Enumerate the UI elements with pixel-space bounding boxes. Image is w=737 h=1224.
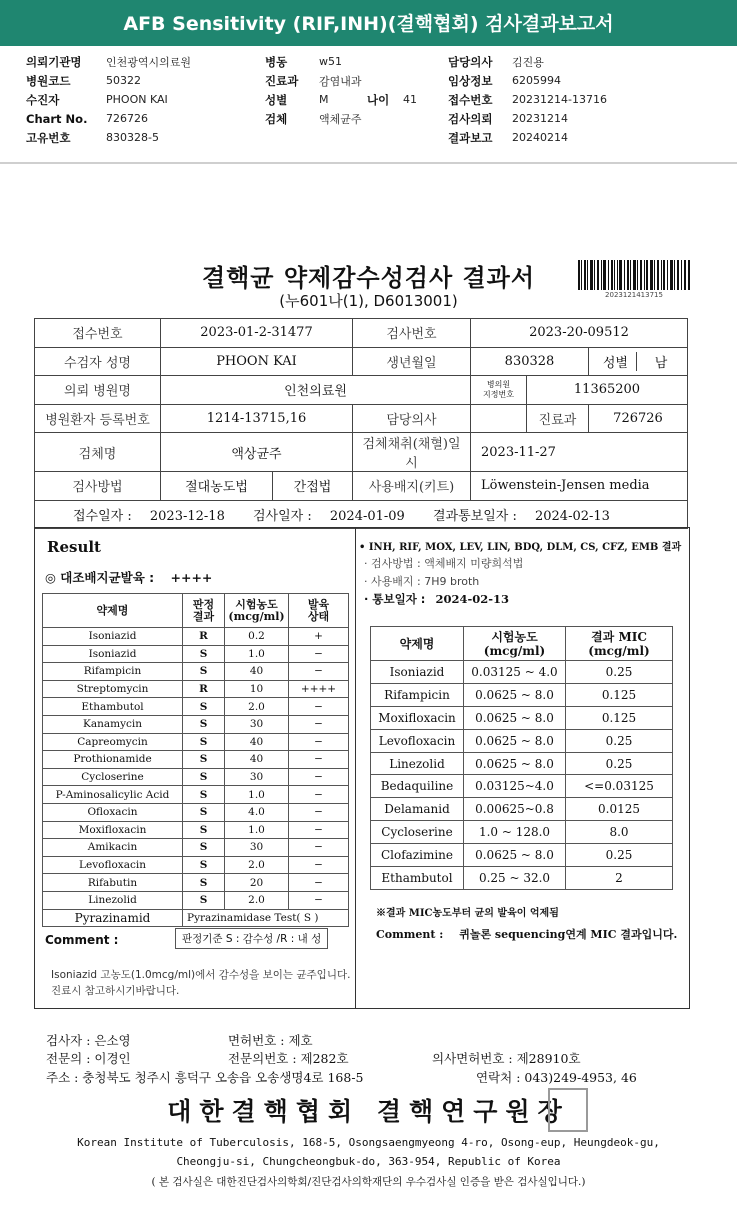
table-row (371, 752, 673, 775)
specimen-value: 액상균주 (161, 433, 353, 472)
mic-drug-cell: Clofazimine (371, 844, 464, 867)
table-row (43, 680, 349, 698)
patient-label: 수검자 성명 (35, 347, 161, 376)
table-header-row (43, 594, 349, 628)
growth-cell: − (289, 698, 349, 716)
doctor-label: 담당의사 (353, 404, 471, 433)
reg-label: 병원환자 등록번호 (35, 404, 161, 433)
field-label: 진료과 (265, 73, 299, 88)
table-row (43, 715, 349, 733)
field-label: 수진자 (26, 92, 60, 107)
result-section (34, 527, 356, 1009)
concentration-cell: 30 (225, 839, 289, 857)
field-value: 6205994 (512, 74, 561, 87)
control-growth-label: ◎ 대조배지균발육 : (45, 570, 155, 585)
drug-name-cell: Rifabutin (43, 874, 183, 892)
field-value: 김진용 (512, 55, 544, 69)
method-value-2: 간접법 (273, 472, 353, 501)
table-header-row (371, 627, 673, 661)
test-date-label: 검사일자 : (252, 508, 312, 524)
judge-cell: S (183, 874, 225, 892)
dept-label: 진료과 (527, 404, 589, 433)
table-row (35, 433, 688, 472)
header-column-1 (26, 52, 191, 147)
mic-footnote: ※결과 MIC농도부터 균의 발육이 억제됨 (376, 908, 559, 919)
table-row (43, 786, 349, 804)
document-code: (누601나(1), D6013001) (279, 292, 458, 310)
concentration-cell: 1.0 (225, 821, 289, 839)
mic-value-cell: <=0.03125 (566, 775, 673, 798)
growth-cell: − (289, 733, 349, 751)
susceptibility-rows (43, 628, 349, 910)
hospital-label: 의뢰 병원명 (35, 376, 161, 405)
mic-drug-list: • INH, RIF, MOX, LEV, LIN, BDQ, DLM, CS, CFZ, EMB 결과 (359, 542, 682, 553)
mic-range-header (464, 627, 566, 661)
mic-drug-cell: Moxifloxacin (371, 706, 464, 729)
english-address-2: Cheongju-si, Chungcheongbuk-do, 363-954, Republic of Korea (176, 1155, 561, 1168)
mic-range-header-line1: 시험농도 (491, 629, 538, 644)
growth-cell: − (289, 768, 349, 786)
mic-value-cell: 0.25 (566, 661, 673, 684)
field-label: 접수번호 (448, 92, 493, 107)
mic-medium: · 사용배지 : 7H9 broth (364, 575, 480, 588)
sex-value: 남 (654, 355, 668, 371)
concentration-cell: 10 (225, 680, 289, 698)
growth-cell: + (289, 628, 349, 646)
table-row (371, 798, 673, 821)
mic-range-cell: 0.0625 ~ 8.0 (464, 683, 566, 706)
conc-header-line2: (mcg/ml) (228, 609, 285, 623)
mic-result-header-line1: 결과 MIC (591, 629, 647, 644)
hospital-code-value: 11365200 (527, 376, 688, 405)
table-row (43, 909, 349, 927)
judge-cell: S (183, 715, 225, 733)
contact: 연락처 : 043)249-4953, 46 (476, 1070, 637, 1085)
table-row (43, 751, 349, 769)
table-row (43, 628, 349, 646)
mic-range-cell: 1.0 ~ 128.0 (464, 821, 566, 844)
mic-value-cell: 0.25 (566, 752, 673, 775)
examiner-license: 면허번호 : 제호 (228, 1033, 313, 1048)
growth-header-line2: 상태 (307, 609, 330, 623)
concentration-cell: 2.0 (225, 856, 289, 874)
drug-name-cell: Streptomycin (43, 680, 183, 698)
mic-notify (364, 591, 509, 607)
mic-comment-text: 퀴놀론 sequencing연계 MIC 결과입니다. (459, 928, 678, 941)
table-row (35, 472, 688, 501)
field-label: 병동 (265, 54, 288, 69)
table-row (43, 856, 349, 874)
drug-header: 약제명 (43, 594, 183, 628)
field-label: 담당의사 (448, 54, 493, 69)
growth-cell: − (289, 821, 349, 839)
table-row (43, 874, 349, 892)
sex-cell (589, 347, 688, 376)
concentration-cell: 40 (225, 663, 289, 681)
table-row (35, 404, 688, 433)
mic-value-cell: 0.125 (566, 683, 673, 706)
birth-label: 생년월일 (353, 347, 471, 376)
field-value: PHOON KAI (106, 93, 168, 106)
drug-name-cell: Ofloxacin (43, 803, 183, 821)
field-value: 20231214 (512, 112, 568, 125)
mic-drug-cell: Delamanid (371, 798, 464, 821)
doctor-license: 의사면허번호 : 제28910호 (432, 1051, 581, 1066)
mic-drug-cell: Cycloserine (371, 821, 464, 844)
hospital-value: 인천의료원 (161, 376, 471, 405)
growth-cell: − (289, 856, 349, 874)
table-row (371, 706, 673, 729)
barcode-icon (578, 260, 690, 290)
conc-header-line1: 시험농도 (235, 597, 278, 611)
field-label: 고유번호 (26, 130, 71, 145)
growth-cell: − (289, 839, 349, 857)
patient-value: PHOON KAI (161, 347, 353, 376)
growth-cell: − (289, 891, 349, 909)
judge-cell: S (183, 645, 225, 663)
result-heading: Result (47, 538, 101, 556)
document-title: 결핵균 약제감수성검사 결과서 (201, 263, 536, 292)
concentration-cell: 20 (225, 874, 289, 892)
specialist-license: 전문의번호 : 제282호 (228, 1051, 349, 1066)
mic-value-cell: 0.25 (566, 844, 673, 867)
header-info (0, 46, 737, 164)
drug-name-cell: Ethambutol (43, 698, 183, 716)
judge-cell: S (183, 698, 225, 716)
mic-result-header (566, 627, 673, 661)
mic-range-cell: 0.0625 ~ 8.0 (464, 752, 566, 775)
judge-cell: S (183, 663, 225, 681)
judge-cell: S (183, 768, 225, 786)
mic-range-cell: 0.00625~0.8 (464, 798, 566, 821)
table-row (43, 733, 349, 751)
age-label: 나이 (367, 92, 390, 107)
dept-value: 726726 (589, 404, 688, 433)
examiner: 검사자 : 은소영 (46, 1033, 131, 1048)
drug-name-cell: Cycloserine (43, 768, 183, 786)
medium-label: 사용배지(키트) (353, 472, 471, 501)
control-growth (45, 568, 212, 586)
header-column-2 (265, 52, 417, 128)
mic-value-cell: 0.0125 (566, 798, 673, 821)
concentration-cell: 0.2 (225, 628, 289, 646)
growth-cell: − (289, 874, 349, 892)
table-row (371, 821, 673, 844)
specialist: 전문의 : 이경인 (46, 1051, 131, 1066)
field-value: 50322 (106, 74, 141, 87)
collect-value: 2023-11-27 (471, 433, 688, 472)
concentration-cell: 2.0 (225, 891, 289, 909)
pza-result: Pyrazinamidase Test( S ) (183, 909, 349, 927)
mic-range-cell: 0.03125~4.0 (464, 775, 566, 798)
header-column-3 (448, 52, 607, 147)
method-value-1: 절대농도법 (161, 472, 273, 501)
drug-name-cell: Rifampicin (43, 663, 183, 681)
field-label: 검사의뢰 (448, 111, 493, 126)
pza-drug: Pyrazinamid (43, 909, 183, 927)
field-value: 인천광역시의료원 (106, 55, 192, 69)
english-address-1: Korean Institute of Tuberculosis, 168-5, Osongsaengmyeong 4-ro, Osong-eup, Heungdeok-gu, (77, 1136, 660, 1149)
field-label: 의뢰기관명 (26, 54, 82, 69)
hospital-code-label (471, 376, 527, 405)
barcode-number: 2023121413715 (605, 291, 663, 299)
hospital-code-label-line2: 지정번호 (483, 389, 514, 399)
table-row (371, 867, 673, 890)
judge-cell: S (183, 751, 225, 769)
field-value: M (319, 93, 329, 106)
judge-cell: S (183, 803, 225, 821)
doctor-value (471, 404, 527, 433)
table-row (371, 775, 673, 798)
table-row (43, 645, 349, 663)
mic-drug-cell: Ethambutol (371, 867, 464, 890)
mic-result-header-line2: (mcg/ml) (588, 643, 650, 658)
drug-name-cell: Amikacin (43, 839, 183, 857)
drug-name-cell: Moxifloxacin (43, 821, 183, 839)
judge-header (183, 594, 225, 628)
concentration-cell: 1.0 (225, 645, 289, 663)
field-value: 액체균주 (319, 112, 362, 126)
certification-note: ( 본 검사실은 대한진단검사의학회/진단검사의학재단의 우수검사실 인증을 받은 검사실입니다.) (151, 1176, 586, 1188)
table-row (43, 891, 349, 909)
growth-cell: − (289, 786, 349, 804)
mic-range-cell: 0.03125 ~ 4.0 (464, 661, 566, 684)
mic-drug-cell: Levofloxacin (371, 729, 464, 752)
concentration-cell: 30 (225, 715, 289, 733)
mic-drug-cell: Linezolid (371, 752, 464, 775)
field-label: Chart No. (26, 111, 88, 126)
table-row (43, 821, 349, 839)
hospital-code-label-line1: 병의원 (486, 379, 511, 389)
patient-info-table (34, 318, 688, 529)
growth-cell: − (289, 715, 349, 733)
specimen-label: 검체명 (35, 433, 161, 472)
concentration-cell: 40 (225, 733, 289, 751)
sex-label: 성별 (595, 352, 637, 371)
control-growth-value: ++++ (170, 570, 213, 585)
concentration-cell: 4.0 (225, 803, 289, 821)
result-note: Isoniazid 고농도(1.0mcg/ml)에서 감수성을 보이는 균주입니다. 진료시 참고하시기바랍니다. (51, 969, 351, 997)
table-row (35, 376, 688, 405)
growth-cell: − (289, 663, 349, 681)
field-value: 감염내과 (319, 74, 362, 88)
table-row (35, 347, 688, 376)
mic-value-cell: 8.0 (566, 821, 673, 844)
table-row (371, 844, 673, 867)
judge-cell: S (183, 839, 225, 857)
test-no-value: 2023-20-09512 (471, 319, 688, 348)
result-comment-label: Comment : (45, 933, 119, 947)
mic-rows (371, 661, 673, 890)
table-row (371, 683, 673, 706)
receipt-date-label: 접수일자 : (73, 508, 132, 524)
receipt-no-label: 접수번호 (35, 319, 161, 348)
field-label: 성별 (265, 92, 288, 107)
mic-notify-label: · 통보일자 : (364, 592, 426, 606)
receipt-no-value: 2023-01-2-31477 (161, 319, 353, 348)
report-title-banner: AFB Sensitivity (RIF,INH)(결핵협회) 검사결과보고서 (0, 0, 737, 46)
judge-cell: S (183, 733, 225, 751)
judge-cell: R (183, 628, 225, 646)
medium-value: Löwenstein-Jensen media (471, 472, 688, 501)
field-value: 20231214-13716 (512, 93, 607, 106)
address: 주소 : 충청북도 청주시 흥덕구 오송읍 오송생명4로 168-5 (46, 1070, 364, 1085)
judge-cell: S (183, 891, 225, 909)
criteria-box: 판정기준 S : 감수성 /R : 내 성 (175, 928, 328, 949)
drug-name-cell: Kanamycin (43, 715, 183, 733)
mic-range-header-line2: (mcg/ml) (483, 643, 546, 658)
mic-comment (376, 926, 677, 942)
mic-drug-header: 약제명 (371, 627, 464, 661)
mic-drug-cell: Bedaquiline (371, 775, 464, 798)
table-row (35, 500, 688, 529)
table-row (43, 803, 349, 821)
field-value: 830328-5 (106, 131, 159, 144)
growth-cell: ++++ (289, 680, 349, 698)
drug-name-cell: Isoniazid (43, 645, 183, 663)
table-row (43, 839, 349, 857)
table-row (43, 663, 349, 681)
judge-header-line1: 판정 (192, 597, 215, 611)
field-value: 726726 (106, 112, 148, 125)
mic-range-cell: 0.0625 ~ 8.0 (464, 729, 566, 752)
table-row (371, 661, 673, 684)
conc-header (225, 594, 289, 628)
method-label: 검사방법 (35, 472, 161, 501)
mic-method: · 검사방법 : 액체배지 미량희석법 (364, 557, 524, 570)
test-no-label: 검사번호 (353, 319, 471, 348)
reg-value: 1214-13715,16 (161, 404, 353, 433)
mic-drug-cell: Isoniazid (371, 661, 464, 684)
dates-row (35, 500, 688, 529)
mic-table (370, 626, 673, 890)
mic-range-cell: 0.0625 ~ 8.0 (464, 844, 566, 867)
institute-name: 대한결핵협회 결핵연구원장 (167, 1097, 570, 1126)
field-label: 임상정보 (448, 73, 493, 88)
concentration-cell: 2.0 (225, 698, 289, 716)
mic-section (356, 527, 690, 1009)
mic-value-cell: 2 (566, 867, 673, 890)
judge-cell: S (183, 821, 225, 839)
mic-drug-cell: Rifampicin (371, 683, 464, 706)
drug-name-cell: Levofloxacin (43, 856, 183, 874)
judge-header-line2: 결과 (192, 609, 215, 623)
mic-comment-label: Comment : (376, 928, 444, 941)
field-value: w51 (319, 55, 342, 68)
susceptibility-table (42, 593, 349, 927)
judge-cell: R (183, 680, 225, 698)
table-row (43, 698, 349, 716)
growth-cell: − (289, 645, 349, 663)
growth-header-line1: 발육 (307, 597, 330, 611)
report-date-label: 결과통보일자 : (432, 508, 517, 524)
mic-notify-date: 2024-02-13 (435, 592, 509, 606)
concentration-cell: 40 (225, 751, 289, 769)
report-date: 2024-02-13 (534, 508, 610, 524)
field-label: 검체 (265, 111, 288, 126)
concentration-cell: 1.0 (225, 786, 289, 804)
mic-value-cell: 0.25 (566, 729, 673, 752)
drug-name-cell: Linezolid (43, 891, 183, 909)
receipt-date: 2023-12-18 (149, 508, 225, 524)
field-label: 결과보고 (448, 130, 493, 145)
drug-name-cell: P-Aminosalicylic Acid (43, 786, 183, 804)
age-value: 41 (403, 93, 417, 106)
table-row (371, 729, 673, 752)
drug-name-cell: Isoniazid (43, 628, 183, 646)
judge-cell: S (183, 786, 225, 804)
mic-range-cell: 0.0625 ~ 8.0 (464, 706, 566, 729)
field-label: 병원코드 (26, 73, 71, 88)
birth-value: 830328 (471, 347, 589, 376)
growth-header (289, 594, 349, 628)
test-date: 2024-01-09 (329, 508, 405, 524)
collect-label: 검체채취(채혈)일시 (353, 433, 471, 472)
growth-cell: − (289, 803, 349, 821)
drug-name-cell: Capreomycin (43, 733, 183, 751)
field-value: 20240214 (512, 131, 568, 144)
drug-name-cell: Prothionamide (43, 751, 183, 769)
mic-range-cell: 0.25 ~ 32.0 (464, 867, 566, 890)
table-row (43, 768, 349, 786)
concentration-cell: 30 (225, 768, 289, 786)
table-row (35, 319, 688, 348)
seal-stamp-icon (548, 1088, 588, 1132)
growth-cell: − (289, 751, 349, 769)
mic-value-cell: 0.125 (566, 706, 673, 729)
judge-cell: S (183, 856, 225, 874)
